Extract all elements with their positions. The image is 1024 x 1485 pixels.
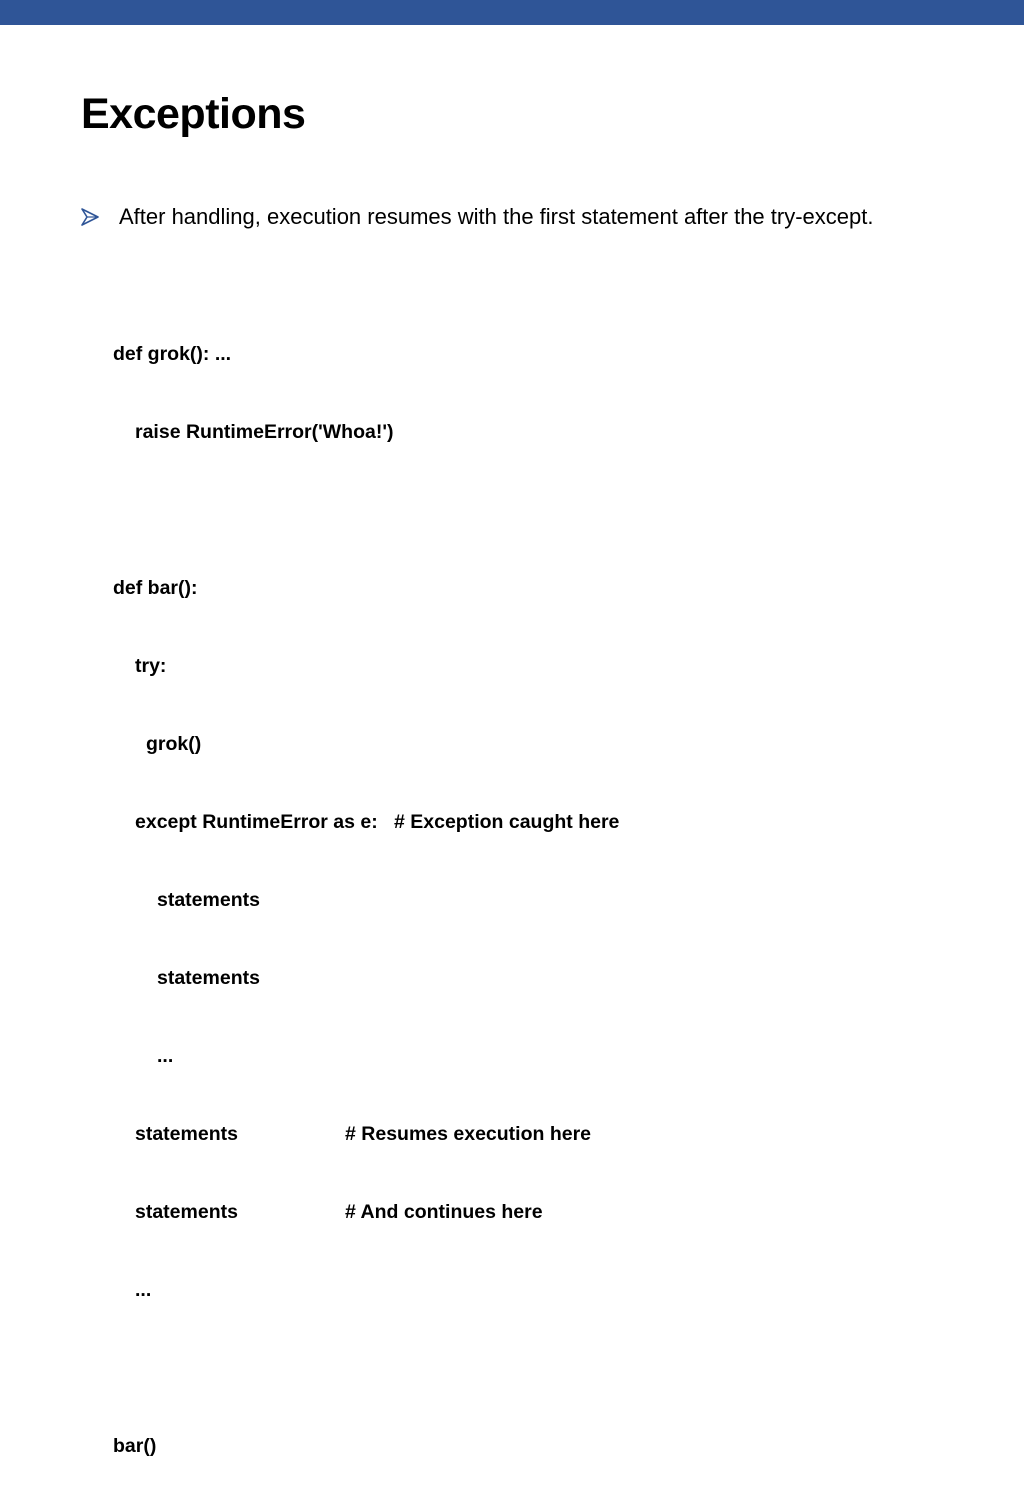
code-line [113,419,394,445]
code-comment: # Resumes execution here [345,1123,592,1145]
code-line [113,887,260,913]
code-text: try: [135,655,167,677]
arrowhead-bullet-icon [81,208,99,226]
code-line [113,1199,543,1225]
code-text: statements [135,1123,238,1145]
code-blank-line [113,497,135,523]
bullet-text: After handling, execution resumes with the first statement after the try-except. [119,204,874,229]
top-accent-bar [0,0,1024,25]
code-text: statements [157,967,260,989]
code-line [113,1433,157,1459]
code-line [113,809,620,835]
code-text: statements [157,889,260,911]
code-line [113,1121,592,1147]
code-text: def grok(): ... [113,343,232,365]
code-blank-line [113,1355,135,1381]
code-line [113,341,232,367]
code-text: except RuntimeError as e: # Exception caught here [135,811,620,833]
code-text: grok() [146,733,202,755]
code-comment: # And continues here [345,1201,543,1223]
code-text: ... [157,1045,174,1067]
slide-title: Exceptions [81,90,306,138]
code-text: raise RuntimeError('Whoa!') [135,421,394,443]
code-line [113,965,260,991]
code-text: bar() [113,1435,157,1457]
code-line [113,653,167,679]
code-line [113,731,202,757]
code-line [113,575,198,601]
code-text: def bar(): [113,577,198,599]
code-text: ... [135,1279,152,1301]
code-line [113,1277,152,1303]
code-block [113,289,620,1485]
code-text: statements [135,1201,238,1223]
code-line [113,1043,174,1069]
